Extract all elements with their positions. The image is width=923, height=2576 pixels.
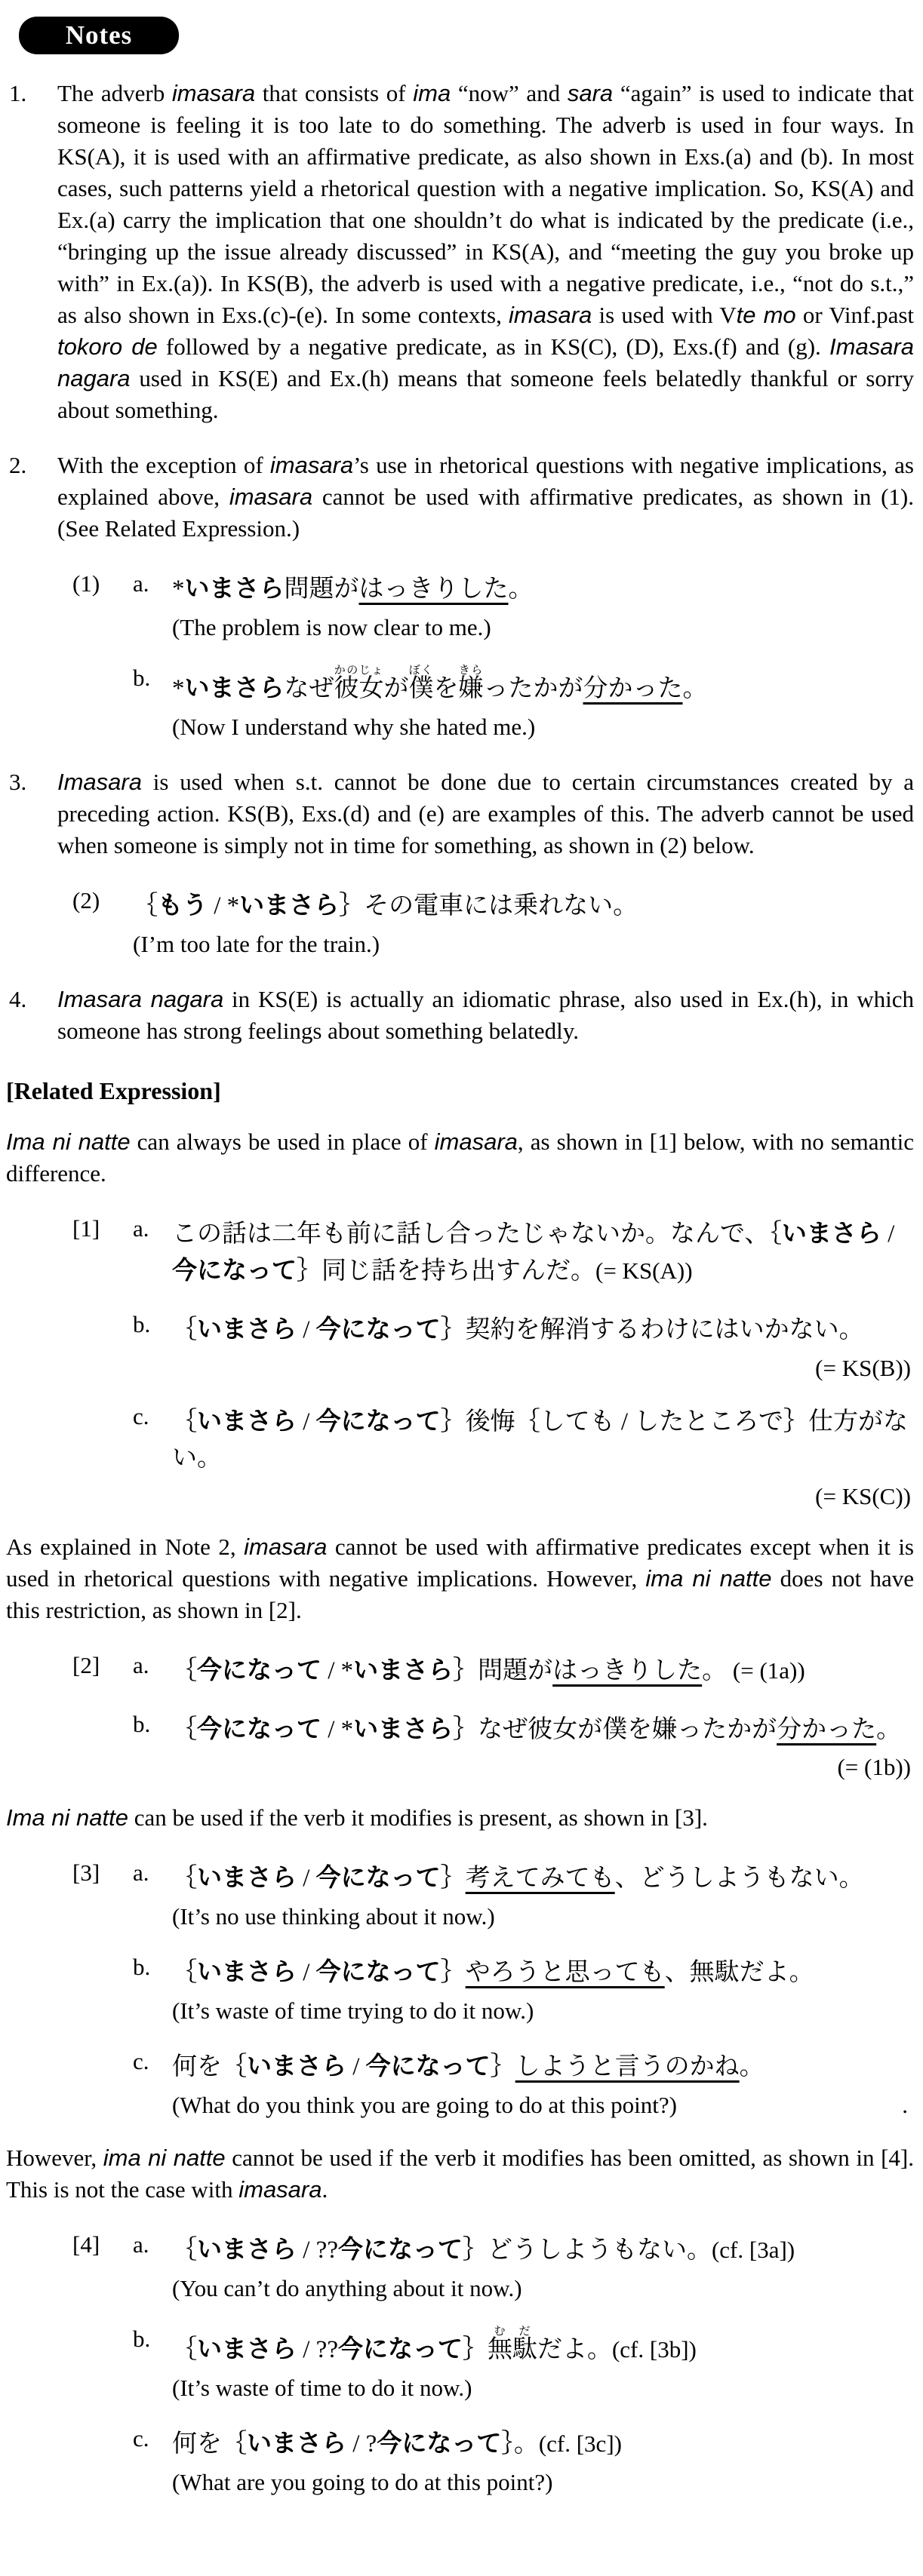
note-4-text: Imasara nagara in KS(E) is actually an idiomatic phrase, also used in Ex.(h), in which someone has strong feelings about something belatedly. bbox=[57, 985, 914, 1044]
related-example-3a-japanese: ｛いまさら / 今になって｝考えてみても、どうしようもない。 bbox=[172, 1863, 864, 1893]
related-example-2a-letter: a. bbox=[133, 1651, 149, 1678]
related-example-4a-letter: a. bbox=[133, 2231, 149, 2258]
note-4 bbox=[6, 984, 915, 1047]
example-1a bbox=[133, 570, 915, 643]
equivalence-ref-1b: (= (1b)) bbox=[837, 1754, 911, 1781]
note-4-number: 4. bbox=[9, 985, 27, 1012]
related-example-2b-japanese: ｛今になって / *いまさら｝なぜ彼女が僕を嫌ったかが分かった。 bbox=[172, 1714, 902, 1743]
related-paragraph-2: As explained in Note 2, imasara cannot be used with affirmative predicates except when it is used in rhetorical questions with negative implications. However, ima ni natte does not have this restriction, as shown in [2]. bbox=[6, 1533, 914, 1623]
related-paragraph-4: However, ima ni natte cannot be used if the verb it modifies has been omitted, as shown in [4]. This is not the case with imasara. bbox=[6, 2144, 915, 2203]
related-example-2b-letter: b. bbox=[133, 1710, 151, 1737]
related-example-3a-letter: a. bbox=[133, 1859, 149, 1887]
related-example-1a bbox=[133, 1215, 915, 1291]
example-1b-letter: b. bbox=[133, 664, 151, 691]
note-2-text: With the exception of imasara’s use in rhetorical questions with negative implications, as explained above, imasara cannot be used with affirmative predicates, as shown in (1). (See Related Expression.) bbox=[57, 452, 914, 542]
related-example-4a-translation: (You can’t do anything about it now.) bbox=[172, 2274, 522, 2301]
related-example-group-1 bbox=[72, 1215, 915, 1510]
related-paragraph-3: Ima ni natte can be used if the verb it modifies is present, as shown in [3]. bbox=[6, 1804, 708, 1831]
related-example-4c-letter: c. bbox=[133, 2424, 149, 2452]
example-1a-letter: a. bbox=[133, 570, 149, 597]
related-example-3c-translation-text: (What do you think you are going to do at this point?) bbox=[172, 2091, 677, 2118]
example-2-japanese: ｛もう / *いまさら｝その電車には乗れない。 bbox=[133, 890, 638, 920]
related-example-4b-japanese: ｛いまさら / ??今になって｝無駄むだだよ。(cf. [3b]) bbox=[172, 2325, 697, 2363]
example-1b-japanese: *いまさらなぜ彼女かのじょが僕ぼくを嫌きらったかが分かった。 bbox=[172, 664, 708, 702]
related-example-group-3 bbox=[72, 1859, 915, 2121]
note-1-text: The adverb imasara that consists of ima “now” and sara “again” is used to indicate that someone is feeling it is too late to do something. The adverb is used in four ways. In KS(A), it is used with an affirmative predicate, as also shown in Exs.(a) and (b). In most cases, such patterns yield a rhetorical question with a negative implication. So, KS(A) and Ex.(a) carry the implication that one shouldn’t do what is indicated by the predicate (i.e., “bringing up the issue already discussed” in KS(A), and “meeting the guy you broke up with” in Ex.(a)). In KS(B), the adverb is used with a negative predicate, i.e., “not do s.t.,” as also shown in Exs.(c)-(e). In some contexts, imasara is used with Vte mo or Vinf.past tokoro de followed by a negative predicate, as in KS(C), (D), Exs.(f) and (g). Imasara nagara used in KS(E) and Ex.(h) means that someone feels belatedly thankful or sorry about something. bbox=[57, 80, 915, 423]
related-example-4c-translation: (What are you going to do at this point?) bbox=[172, 2468, 553, 2495]
related-expression-header: [Related Expression] bbox=[6, 1076, 221, 1104]
equivalence-ref-ksc: (= KS(C)) bbox=[815, 1482, 911, 1509]
related-group-1-label: [1] bbox=[72, 1214, 100, 1242]
related-example-1b-letter: b. bbox=[133, 1311, 151, 1338]
note-2 bbox=[6, 450, 915, 545]
related-example-1c-letter: c. bbox=[133, 1403, 149, 1430]
related-example-3b-japanese: ｛いまさら / 今になって｝やろうと思っても、無駄だよ。 bbox=[172, 1957, 814, 1987]
related-example-3a bbox=[133, 1859, 915, 1933]
example-group-1-label: (1) bbox=[72, 570, 100, 597]
related-example-group-2 bbox=[72, 1652, 915, 1782]
note-3-number: 3. bbox=[9, 768, 27, 795]
related-example-1c bbox=[133, 1403, 915, 1510]
note-1 bbox=[6, 78, 915, 426]
related-example-2a-japanese: ｛今になって / *いまさら｝問題がはっきりした。 (= (1a)) bbox=[172, 1655, 805, 1684]
notes-badge-label: Notes bbox=[65, 20, 133, 50]
note-2-number: 2. bbox=[9, 452, 27, 478]
related-group-4-label: [4] bbox=[72, 2231, 100, 2258]
related-example-4c bbox=[133, 2425, 915, 2498]
example-1a-japanese: *いまさら問題がはっきりした。 bbox=[172, 574, 534, 603]
related-example-3a-translation: (It’s no use thinking about it now.) bbox=[172, 1903, 495, 1930]
related-example-4b-letter: b. bbox=[133, 2325, 151, 2352]
note-1-number: 1. bbox=[9, 80, 27, 106]
related-example-1c-japanese: ｛いまさら / 今になって｝後悔｛しても / したところで｝仕方がない。 bbox=[172, 1407, 909, 1472]
equivalence-ref-ksb: (= KS(B)) bbox=[815, 1355, 911, 1382]
related-example-2a bbox=[133, 1652, 915, 1690]
related-example-1a-letter: a. bbox=[133, 1214, 149, 1242]
related-example-4c-japanese: 何を｛いまさら / ?今になって｝。(cf. [3c]) bbox=[172, 2428, 622, 2458]
related-example-1b bbox=[133, 1311, 915, 1382]
related-example-2b bbox=[133, 1711, 915, 1782]
example-2 bbox=[133, 887, 915, 960]
related-example-3b-letter: b. bbox=[133, 1954, 151, 1981]
related-example-3c-translation bbox=[172, 2089, 912, 2121]
related-example-group-4 bbox=[72, 2231, 915, 2498]
note-3 bbox=[6, 766, 915, 861]
related-example-1a-japanese: この話は二年も前に話し合ったじゃないか。なんで、｛いまさら / 今になって｝同じ話を持ち出すんだ。(= KS(A)) bbox=[172, 1218, 895, 1285]
related-example-3b-translation: (It’s waste of time trying to do it now.) bbox=[172, 1997, 534, 2025]
note-3-text: Imasara is used when s.t. cannot be done due to certain circumstances created by a preceding action. KS(B), Exs.(d) and (e) are examples of this. The adverb cannot be used when someone is simply not in time for something, as shown in (2) below. bbox=[57, 768, 914, 858]
stray-dot-artifact: . bbox=[902, 2091, 908, 2118]
related-example-4a-japanese: ｛いまさら / ??今になって｝どうしようもない。(cf. [3a]) bbox=[172, 2234, 795, 2264]
related-example-1b-japanese: ｛いまさら / 今になって｝契約を解消するわけにはいかない。 bbox=[172, 1315, 864, 1344]
example-group-1 bbox=[72, 570, 915, 743]
related-example-4b-translation: (It’s waste of time to do it now.) bbox=[172, 2374, 472, 2401]
related-group-2-label: [2] bbox=[72, 1651, 100, 1678]
related-paragraph-1: Ima ni natte can always be used in place of imasara, as shown in [1] below, with no semantic difference. bbox=[6, 1128, 914, 1187]
related-example-3c-letter: c. bbox=[133, 2048, 149, 2075]
related-example-4a bbox=[133, 2231, 915, 2304]
related-example-3b bbox=[133, 1954, 915, 2027]
example-1b-translation: (Now I understand why she hated me.) bbox=[172, 713, 536, 740]
example-1a-translation: (The problem is now clear to me.) bbox=[172, 613, 491, 640]
example-group-2-label: (2) bbox=[72, 886, 100, 913]
related-group-3-label: [3] bbox=[72, 1859, 100, 1887]
example-2-translation: (I’m too late for the train.) bbox=[133, 930, 380, 957]
related-example-3c-japanese: 何を｛いまさら / 今になって｝しようと言うのかね。 bbox=[172, 2052, 765, 2081]
notes-badge bbox=[19, 17, 179, 54]
related-example-4b bbox=[133, 2326, 915, 2404]
related-example-3c bbox=[133, 2048, 915, 2121]
example-1b bbox=[133, 665, 915, 743]
example-group-2 bbox=[72, 887, 915, 960]
